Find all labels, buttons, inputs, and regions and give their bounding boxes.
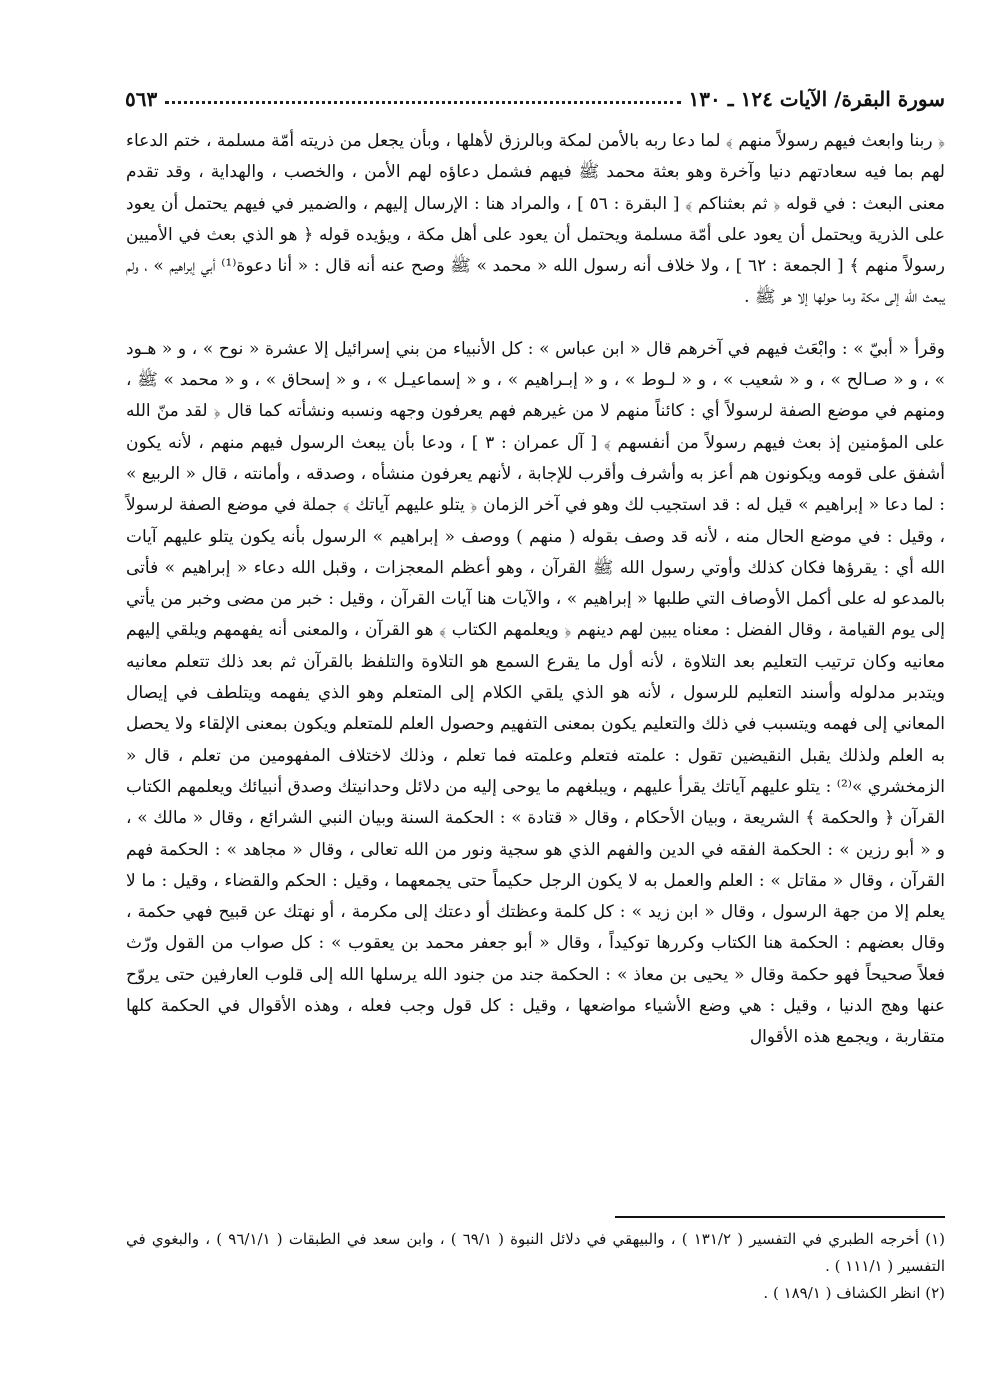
footnote-separator (615, 1216, 945, 1218)
main-text (126, 126, 945, 1054)
footnote-1: (١) أخرجه الطبري في التفسير ( ١٣١/٢ ) ، والبيهقي في دلائل النبوة ( ٦٩/١ ) ، وابن سعد في الطبقات ( ٩٦/١/١ ) ، والبغوي في التفسير ( ١١١/١ ) . (126, 1230, 945, 1275)
footnotes (126, 1226, 945, 1307)
dotted-leader (165, 101, 680, 104)
paragraph-1: ﴿ ربنا وابعث فيهم رسولاً منهم ﴾ لما دعا ربه بالأمن لمكة وبالرزق لأهلها ، وبأن يجعل من ذريته أمّة مسلمة ، ختم الدعاء لهم بما فيه سعادتهم دنيا وآخرة وهو بعثة محمد ﷺ فيهم فشمل دعاؤه لهم الأمن ، والخصب ، والهداية ، وقد تقدم معنى البعث : في قوله ﴿ ثم بعثناكم ﴾ [ البقرة : ٥٦ ] ، والمراد هنا : الإرسال إليهم ، والضمير في فيهم يحتمل أن يعود على الذرية ويحتمل أن يعود على أمّة مسلمة ويحتمل أن يعود على أهل مكة ، ويؤيده قوله ﴿ هو الذي بعث في الأميين رسولاً منهم ﴾ [ الجمعة : ٦٢ ] ، ولا خلاف أنه رسول الله « محمد » ﷺ وصح عنه أنه قال : « أنا دعوة⁽¹⁾ أبي إبراهيم » ، ولم يبعث الله إلى مكة وما حولها إلا هو ﷺ . (126, 131, 946, 308)
page-number: ٥٦٣ (125, 87, 158, 111)
running-title: سورة البقرة/ الآيات ١٢٤ ـ ١٣٠ (688, 87, 945, 111)
running-header (125, 82, 945, 116)
footnote-2: (٢) انظر الكشاف ( ١٨٩/١ ) . (763, 1284, 945, 1302)
paragraph-2: وقرأ « أبيّ » : وابْعَث فيهم في آخرهم قال « ابن عباس » : كل الأنبياء من بني إسرائيل إلا عشرة « نوح » ، و « هـود » ، و « صـالح » ، و « شعيب » ، و « لـوط » ، و « إبـراهيم » ، و « إسماعيـل » ، و « إسحاق » ، و « محمد » ﷺ ، ومنهم في موضع الصفة لرسولاً أي : كائناً منهم لا من غيرهم فهم يعرفون وجهه ونسبه ونشأته كما قال ﴿ لقد منّ الله على المؤمنين إذ بعث فيهم رسولاً من أنفسهم ﴾ [ آل عمران : ٣ ] ، ودعا بأن يبعث الرسول فيهم منهم ، لأنه يكون أشفق على قومه ويكونون هم أعز به وأشرف وأقرب للإجابة ، لأنهم يعرفون منشأه ، وصدقه ، وأمانته ، قال « الربيع » : لما دعا « إبراهيم » قيل له : قد استجيب لك وهو في آخر الزمان ﴿ يتلو عليهم آياتك ﴾ جملة في موضع الصفة لرسولاً ، وقيل : في موضع الحال منه ، لأنه قد وصف بقوله ( منهم ) ووصف « إبراهيم » الرسول بأنه يكون يتلو عليهم آيات الله أي : يقرؤها فكان كذلك وأوتي رسول الله ﷺ القرآن ، وهو أعظم المعجزات ، وقبل الله دعاء « إبراهيم » فأتى بالمدعو له على أكمل الأوصاف التي طلبها « إبراهيم » ، والآيات هنا آيات القرآن ، وقيل : خبر من مضى وخبر من يأتي إلى يوم القيامة ، وقال الفضل : معناه يبين لهم دينهم ﴿ ويعلمهم الكتاب ﴾ هو القرآن ، والمعنى أنه يفهمهم ويلقي إليهم معانيه وكان ترتيب التعليم بعد التلاوة ، لأنه أول ما يقرع السمع هو التلاوة والتلفظ بالقرآن ثم بعد ذلك تتعلم معانيه ويتدبر مدلوله وأسند التعليم للرسول ، لأنه هو الذي يلقي الكلام إلى المتعلم وهو الذي يفهمه ويتلطف في إيصال المعاني إلى فهمه ويتسبب في ذلك والتعليم يكون بمعنى التفهيم وحصول العلم للمتعلم ويكون بمعنى الإلقاء ولا يحصل به العلم ولذلك يقبل النقيضين تقول : علمته فتعلم وعلمته فما تعلم ، وذلك لاختلاف المفهومين من تعلم ، قال « الزمخشري »⁽²⁾ : يتلو عليهم آياتك يقرأ عليهم ، ويبلغهم ما يوحى إليه من دلائل وحدانيتك وصدق أنبيائك ويعلمهم الكتاب القرآن ﴿ والحكمة ﴾ الشريعة ، وبيان الأحكام ، وقال « قتادة » : الحكمة السنة وبيان النبي الشرائع ، وقال « مالك » ، و « أبو رزين » : الحكمة الفقه في الدين والفهم الذي هو سجية ونور من الله تعالى ، وقال « مجاهد » : الحكمة فهم القرآن ، وقال « مقاتل » : العلم والعمل به لا يكون الرجل حكيماً حتى يجمعهما ، وقيل : الحكم والقضاء ، وقيل : ما لا يعلم إلا من جهة الرسول ، وقال « ابن زيد » : كل كلمة وعظتك أو دعتك إلى مكرمة ، أو نهتك عن قبيح فهي حكمة ، وقال بعضهم : الحكمة هنا الكتاب وكررها توكيداً ، وقال « أبو جعفر محمد بن يعقوب » : كل صواب من القول ورّث فعلاً صحيحاً فهو حكمة وقال « يحيى بن معاذ » : الحكمة جند من جنود الله يرسلها الله إلى قلوب العارفين حتى يروّح عنها وهج الدنيا ، وقيل : هي وضع الأشياء مواضعها ، وقيل : كل قول وجب فعله ، وهذه الأقوال في الحكمة كلها متقاربة ، ويجمع هذه الأقوال (126, 338, 945, 1048)
